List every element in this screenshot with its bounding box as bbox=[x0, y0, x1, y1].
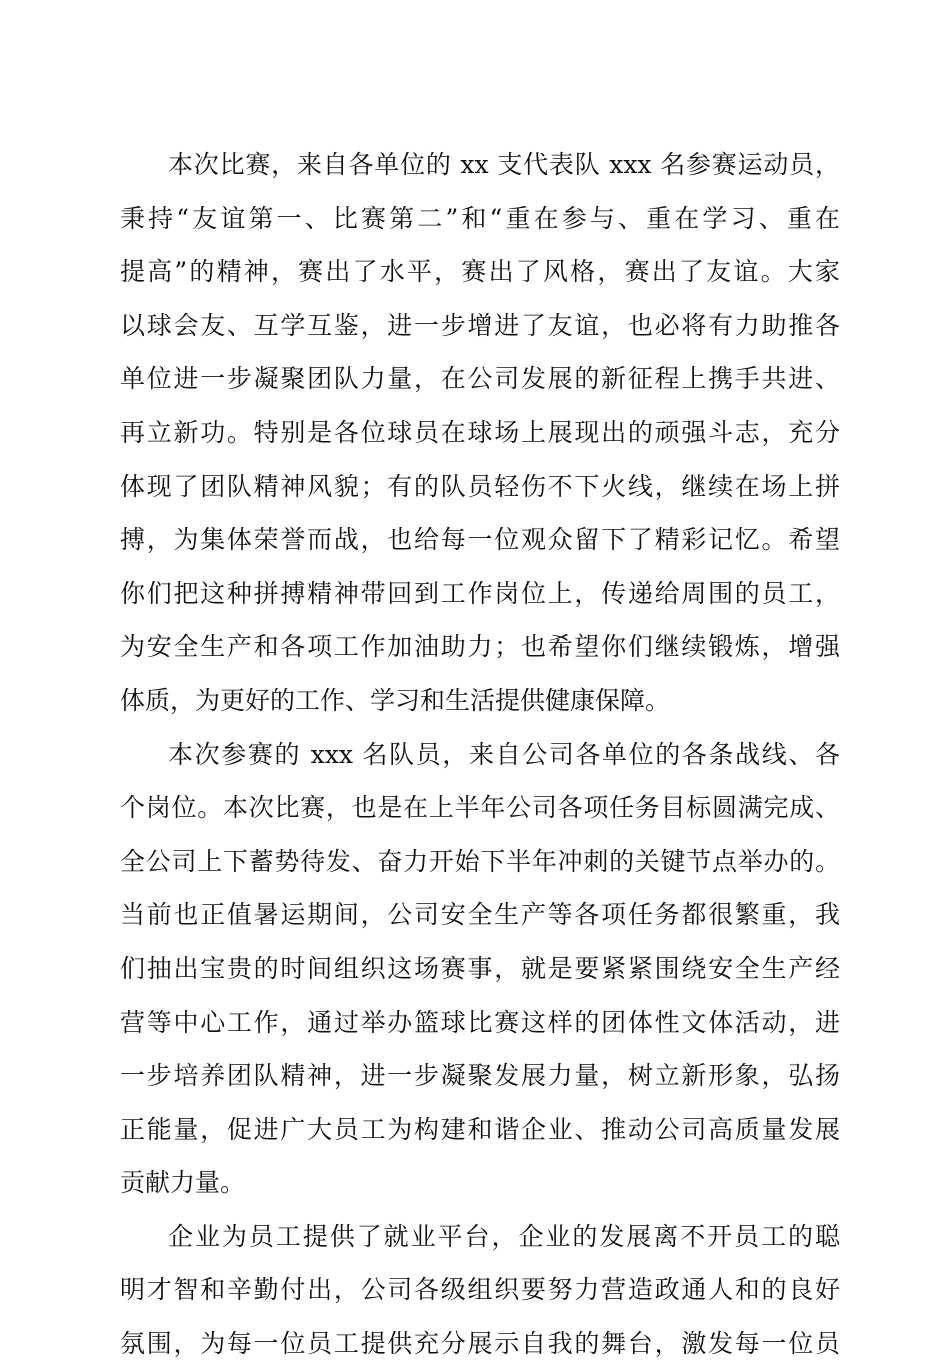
text-line: 们抽出宝贵的时间组织这场赛事，就是要紧紧围绕安全生产经 bbox=[120, 953, 840, 983]
paragraph-2 bbox=[120, 728, 840, 1210]
text-line: 正能量，促进广大员工为构建和谐企业、推动公司高质量发展 bbox=[120, 1114, 840, 1144]
document-body bbox=[120, 138, 840, 1371]
text-line: 本次参赛的 xxx 名队员，来自公司各单位的各条战线、各 bbox=[168, 739, 840, 769]
text-line: 你们把这种拼搏精神带回到工作岗位上，传递给周围的员工， bbox=[120, 578, 840, 608]
text-line: 秉持“友谊第一、比赛第二”和“重在参与、重在学习、重在 bbox=[120, 203, 840, 233]
text-line: 本次比赛，来自各单位的 xx 支代表队 xxx 名参赛运动员， bbox=[168, 150, 840, 179]
text-line: 体质，为更好的工作、学习和生活提供健康保障。 bbox=[120, 685, 671, 715]
text-line: 全公司上下蓄势待发、奋力开始下半年冲刺的关键节点举办的。 bbox=[120, 846, 840, 876]
text-line: 提高”的精神，赛出了水平，赛出了风格，赛出了友谊。大家 bbox=[120, 257, 840, 287]
text-line: 一步培养团队精神，进一步凝聚发展力量，树立新形象，弘扬 bbox=[120, 1061, 840, 1091]
text-line: 以球会友、互学互鉴，进一步增进了友谊，也必将有力助推各 bbox=[120, 310, 840, 340]
text-line: 氛围，为每一位员工提供充分展示自我的舞台，激发每一位员 bbox=[120, 1329, 840, 1359]
paragraph-3 bbox=[120, 1210, 840, 1371]
text-line: 营等中心工作，通过举办篮球比赛这样的团体性文体活动，进 bbox=[120, 1007, 840, 1037]
text-line: 当前也正值暑运期间，公司安全生产等各项任务都很繁重，我 bbox=[120, 900, 840, 930]
text-line: 个岗位。本次比赛，也是在上半年公司各项任务目标圆满完成、 bbox=[120, 793, 840, 823]
text-line: 体现了团队精神风貌；有的队员轻伤不下火线，继续在场上拼 bbox=[120, 471, 840, 501]
text-line: 为安全生产和各项工作加油助力；也希望你们继续锻炼，增强 bbox=[120, 632, 840, 662]
text-line: 企业为员工提供了就业平台，企业的发展离不开员工的聪 bbox=[168, 1221, 840, 1251]
text-line: 再立新功。特别是各位球员在球场上展现出的顽强斗志，充分 bbox=[120, 417, 840, 447]
text-line: 单位进一步凝聚团队力量，在公司发展的新征程上携手共进、 bbox=[120, 364, 840, 394]
text-line: 贡献力量。 bbox=[120, 1168, 246, 1198]
paragraph-1 bbox=[120, 138, 840, 728]
text-line: 明才智和辛勤付出，公司各级组织要努力营造政通人和的良好 bbox=[120, 1275, 840, 1305]
text-line: 搏，为集体荣誉而战，也给每一位观众留下了精彩记忆。希望 bbox=[120, 525, 840, 555]
